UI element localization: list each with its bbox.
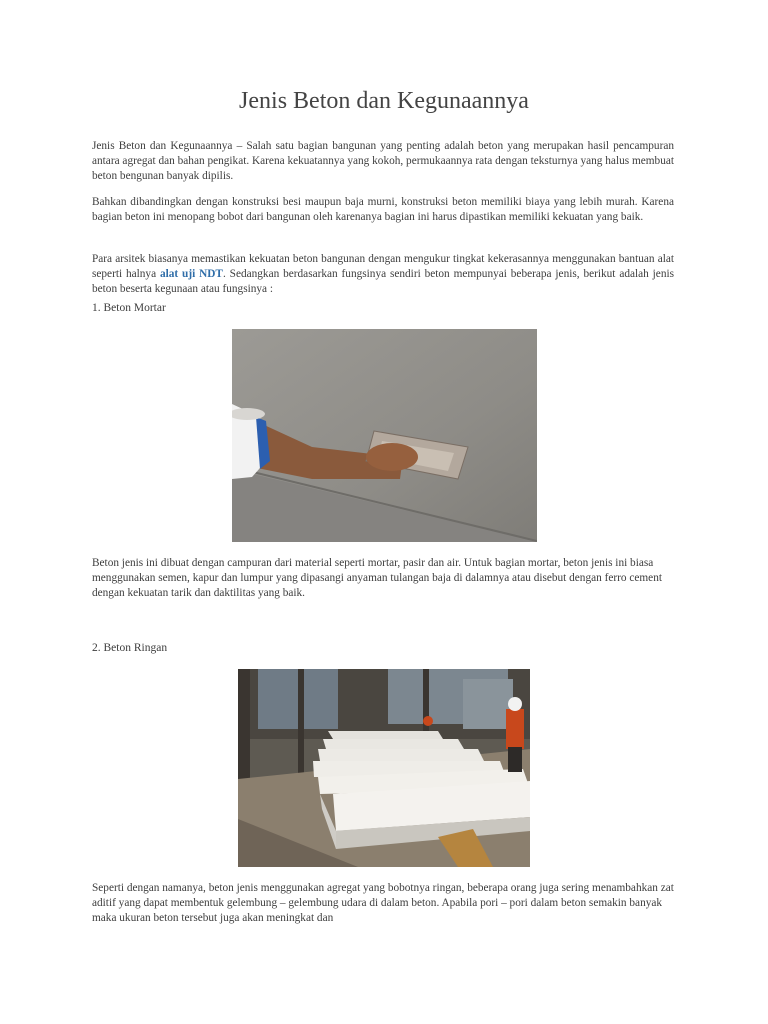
ndt-tool-link[interactable]: alat uji NDT	[159, 268, 223, 280]
section-heading-ringan: 2. Beton Ringan	[92, 642, 168, 654]
paragraph-cost: Bahkan dibandingkan dengan konstruksi besi maupun baja murni, konstruksi beton memiliki biaya yang lebih murah. Karena bagian beton ini menopang bobot dari bangunan oleh karenanya bagian ini harus dipastikan memiliki kekuatan yang baik.	[92, 196, 674, 223]
page-title: Jenis Beton dan Kegunaannya	[239, 88, 529, 114]
paragraph-hardness	[92, 252, 674, 297]
section-heading-mortar: 1. Beton Mortar	[92, 302, 166, 314]
paragraph-hardness-text-2: . Sedangkan berdasarkan fungsinya sendiri beton mempunyai beberapa jenis, berikut adalah jenis beton beserta kegunaan atau fungsinya :	[92, 268, 675, 295]
paragraph-ringan: Seperti dengan namanya, beton jenis menggunakan agregat yang bobotnya ringan, beberapa orang juga sering menambahkan zat aditif yang dapat membentuk gelembung – gelembung udara di dalam beton. Apabila pori – pori dalam beton semakin banyak maka ukuran beton tersebut juga akan meningkat dan	[92, 882, 674, 924]
paragraph-mortar: Beton jenis ini dibuat dengan campuran dari material seperti mortar, pasir dan air. Untuk bagian mortar, beton jenis ini biasa menggunakan semen, kapur dan lumpur yang dipasangi anyaman tulangan baja di dalamnya atau disebut dengan ferro cement dengan kekuatan tarik dan daktilitas yang baik.	[92, 557, 662, 599]
paragraph-hardness-text-1: Para arsitek biasanya memastikan kekuatan beton bangunan dengan mengukur tingkat kekerasannya menggunakan bantuan alat seperti halnya	[92, 253, 674, 280]
paragraph-intro: Jenis Beton dan Kegunaannya – Salah satu bagian bangunan yang penting adalah beton yang merupakan hasil pencampuran antara agregat dan bahan pengikat. Karena kekuatannya yang kokoh, permukaannya rata dengan teksturnya yang halus membuat beton bengunan banyak dipilis.	[92, 140, 674, 182]
lightweight-concrete-photo	[238, 669, 530, 867]
mortar-photo	[232, 329, 537, 542]
